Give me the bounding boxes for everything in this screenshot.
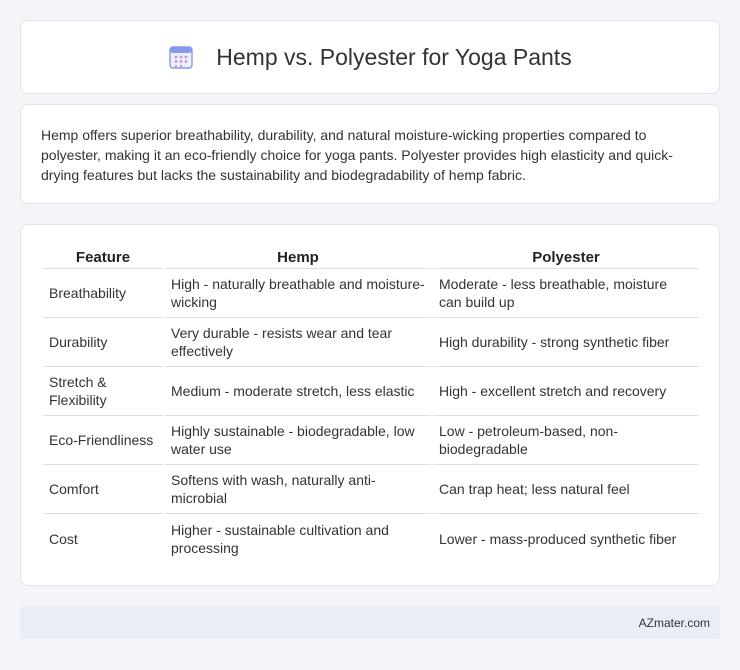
feature-cell: Durability <box>43 318 163 367</box>
polyester-cell: High durability - strong synthetic fiber <box>433 318 699 367</box>
table-row <box>43 318 699 367</box>
title-card <box>20 20 720 94</box>
polyester-cell: Can trap heat; less natural feel <box>433 465 699 514</box>
hemp-cell: Softens with wash, naturally anti-microbial <box>165 465 431 514</box>
hemp-cell: Medium - moderate stretch, less elastic <box>165 367 431 416</box>
comparison-card <box>20 224 720 586</box>
footer-brand: AZmater.com <box>638 615 710 630</box>
feature-cell: Comfort <box>43 465 163 514</box>
column-header-feature: Feature <box>43 245 163 269</box>
hemp-cell: Highly sustainable - biodegradable, low water use <box>165 416 431 465</box>
hemp-cell: Very durable - resists wear and tear effectively <box>165 318 431 367</box>
table-row <box>43 514 699 563</box>
polyester-cell: Lower - mass-produced synthetic fiber <box>439 530 677 547</box>
comparison-table <box>41 245 701 563</box>
table-row <box>43 367 699 416</box>
table-row <box>43 465 699 514</box>
column-header-hemp: Hemp <box>165 245 431 269</box>
table-row <box>43 416 699 465</box>
feature-cell: Eco-Friendliness <box>43 416 163 465</box>
feature-cell: Breathability <box>43 269 163 318</box>
page-title: Hemp vs. Polyester for Yoga Pants <box>216 43 572 70</box>
table-row <box>43 269 699 318</box>
summary-card <box>20 104 720 204</box>
hemp-cell: High - naturally breathable and moisture-wicking <box>165 269 431 318</box>
polyester-cell: Low - petroleum-based, non-biodegradable <box>433 416 699 465</box>
polyester-cell: High - excellent stretch and recovery <box>433 367 699 416</box>
hemp-cell: Higher - sustainable cultivation and processing <box>171 521 389 556</box>
footer-bar <box>20 606 720 639</box>
feature-cell: Stretch & Flexibility <box>43 367 163 416</box>
column-header-polyester: Polyester <box>433 245 699 269</box>
polyester-cell: Moderate - less breathable, moisture can build up <box>433 269 699 318</box>
feature-cell: Cost <box>49 530 78 547</box>
calendar-icon <box>168 44 194 70</box>
summary-paragraph: Hemp offers superior breathability, durability, and natural moisture-wicking properties compared to polyester, making it an eco-friendly choice for yoga pants. Polyester provides high elasticity and quick-drying features but lacks the sustainability and biodegradability of hemp fabric. <box>41 127 673 183</box>
table-header-row <box>43 245 699 269</box>
